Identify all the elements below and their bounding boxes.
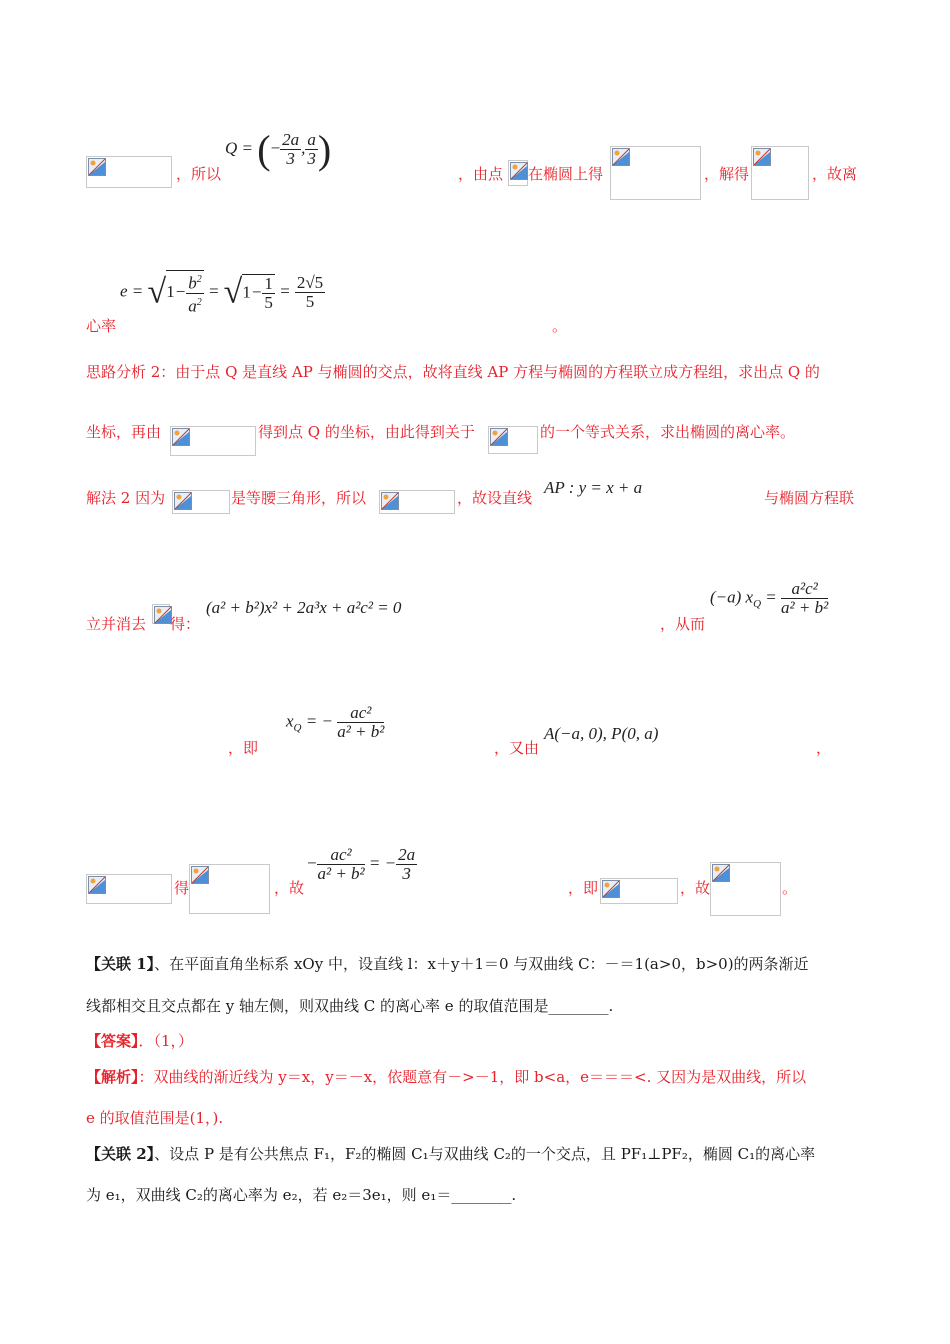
xq-also: ，又由 [494, 739, 540, 757]
analysis2-line-b2: 得到点 Q 的坐标，由此得到关于 [258, 423, 475, 441]
formula-q-coordinates: Q = (− $\frac{2a}{3}$ , $\frac{a}{3}$ ) [225, 127, 332, 172]
frac-den: 3 [307, 149, 316, 168]
broken-image-placeholder [379, 490, 455, 514]
formula-eccentricity: e = √1− $\frac{b^2}{a^2}$ = √1− $\frac{1}{5}$ = $\frac{2√5}{5}$ [120, 270, 325, 315]
broken-image-placeholder [610, 146, 701, 200]
text-solve: ，解得 [704, 165, 750, 183]
xq-comma: ， [816, 739, 832, 757]
frac-den: a² + b² [337, 722, 385, 741]
broken-image-placeholder [488, 426, 538, 454]
broken-image-placeholder [152, 604, 170, 624]
frac-num: a [307, 130, 316, 149]
formula-xq-product: (−a) $x_Q$ = $\frac{\text{a²c²}}{\text{a² + b²}}$ [710, 579, 829, 617]
formula-quadratic: (a² + b²)x² + 2a³x + a²c² = 0 [206, 598, 402, 617]
text-period: 。 [552, 317, 568, 335]
answer-text: ．（1，） [138, 1032, 194, 1050]
analysis-line-b: e 的取值范围是(1，). [86, 1109, 224, 1127]
broken-image-placeholder [170, 426, 256, 456]
frac-den: a [188, 296, 197, 316]
final-period: 。 [782, 879, 798, 897]
broken-image-icon [490, 428, 508, 446]
formula-points: A(−a, 0), P(0, a) [544, 724, 659, 743]
method2-isosceles: 是等腰三角形，所以 [231, 489, 367, 507]
broken-image-icon [88, 876, 106, 894]
method2-prefix: 解法 2 因为 [86, 489, 166, 507]
analysis-line-a [86, 1067, 806, 1087]
formula-ap-line: AP : y = x + a [544, 478, 643, 497]
analysis2-line-b1: 坐标，再由 [86, 423, 162, 441]
broken-image-icon [381, 492, 399, 510]
frac-den: 3 [402, 864, 411, 883]
frac-den: 5 [264, 292, 273, 312]
analysis2-line-b3: 的一个等式关系，求出椭圆的离心率。 [540, 423, 796, 441]
related1-line-b: 线都相交且交点都在 y 轴左侧，则双曲线 C 的离心率 e 的取值范围是________. [86, 997, 614, 1015]
broken-image-icon [174, 492, 192, 510]
related1-line-a [86, 954, 809, 974]
broken-image-icon [510, 162, 528, 180]
broken-image-placeholder [508, 160, 528, 186]
formula-e-lhs: e = [120, 281, 144, 301]
frac-num: 2√5 [296, 273, 324, 293]
method2-join: 与椭圆方程联 [764, 489, 855, 507]
text-so: ，所以 [176, 165, 222, 183]
answer-line [86, 1031, 193, 1051]
formula-final-equation: − $\frac{\text{ac²}}{\text{a² + b²}}$ = − $\frac{2a}{3}$ [306, 845, 416, 883]
broken-image-icon [753, 148, 771, 166]
broken-image-placeholder [710, 862, 781, 916]
formula-q-lhs: Q = [225, 138, 253, 158]
quad-prefix: 立并消去 [86, 615, 147, 633]
broken-image-icon [712, 864, 730, 882]
formula-xq-lhs: (−a) x [710, 587, 754, 607]
related1-tag: 【关联 1】 [86, 955, 155, 973]
text-eccentricity-label: 心率 [86, 317, 117, 335]
related2-text-a: 、设点 P 是有公共焦点 F₁，F₂的椭圆 C₁与双曲线 C₂的一个交点，且 PF₁⊥PF₂，椭圆 C₁的离心率 [154, 1145, 816, 1163]
broken-image-icon [612, 148, 630, 166]
frac-num: ac² [337, 704, 384, 723]
frac-num: ac² [317, 846, 364, 865]
frac-num: a²c² [781, 580, 828, 599]
final-get: 得 [174, 879, 190, 897]
related2-line-b: 为 e₁，双曲线 C₂的离心率为 e₂，若 e₂＝3e₁，则 e₁＝________. [86, 1186, 517, 1204]
analysis-text-a: ：双曲线的渐近线为 y＝x，y＝－x，依题意有－>－1，即 b<a，e＝＝＝<. 又因为是双曲线，所以 [138, 1068, 807, 1086]
broken-image-placeholder [189, 864, 270, 914]
related2-line-a [86, 1144, 815, 1164]
formula-xq: $x_Q$ = − $\frac{\text{ac²}}{\text{a² + b²}}$ [286, 703, 385, 741]
text-by-point: ，由点 [458, 165, 504, 183]
broken-image-icon [191, 866, 209, 884]
broken-image-placeholder [172, 490, 230, 514]
broken-image-placeholder [751, 146, 809, 200]
broken-image-icon [602, 880, 620, 898]
broken-image-placeholder [600, 878, 678, 904]
broken-image-placeholder [86, 156, 172, 188]
text-so-ecc: ，故离 [812, 165, 858, 183]
quad-get: 得： [170, 615, 201, 633]
related1-text-a: 、在平面直角坐标系 xOy 中，设直线 l：x＋y＋1＝0 与双曲线 C：－＝1(a>0，b>0)的两条渐近 [154, 955, 809, 973]
formula-xq2-lhs: x [286, 711, 294, 731]
frac-den: a² + b² [781, 598, 829, 617]
broken-image-placeholder [86, 874, 172, 904]
analysis-tag: 【解析】 [86, 1068, 139, 1086]
xq-ie: ，即 [228, 739, 259, 757]
answer-tag: 【答案】 [86, 1032, 139, 1050]
text-on-ellipse: 在椭圆上得 [528, 165, 604, 183]
formula-one: 1 [166, 282, 175, 302]
quad-thus: ，从而 [660, 615, 706, 633]
frac-den: 3 [286, 149, 295, 168]
frac-den: 5 [305, 292, 315, 312]
final-ie: ，即 [568, 879, 599, 897]
frac-den: a² + b² [317, 864, 365, 883]
frac-num: b [188, 273, 197, 293]
final-so2: ，故 [680, 879, 711, 897]
broken-image-icon [88, 158, 106, 176]
frac-num: 2a [398, 845, 416, 864]
related2-tag: 【关联 2】 [86, 1145, 155, 1163]
final-so: ，故 [274, 879, 305, 897]
analysis2-line-a: 思路分析 2：由于点 Q 是直线 AP 与椭圆的交点，故将直线 AP 方程与椭圆的方程联立成方程组，求出点 Q 的 [86, 363, 820, 381]
method2-set-line: ，故设直线 [457, 489, 533, 507]
frac-num: 2a [282, 130, 300, 149]
broken-image-icon [172, 428, 190, 446]
